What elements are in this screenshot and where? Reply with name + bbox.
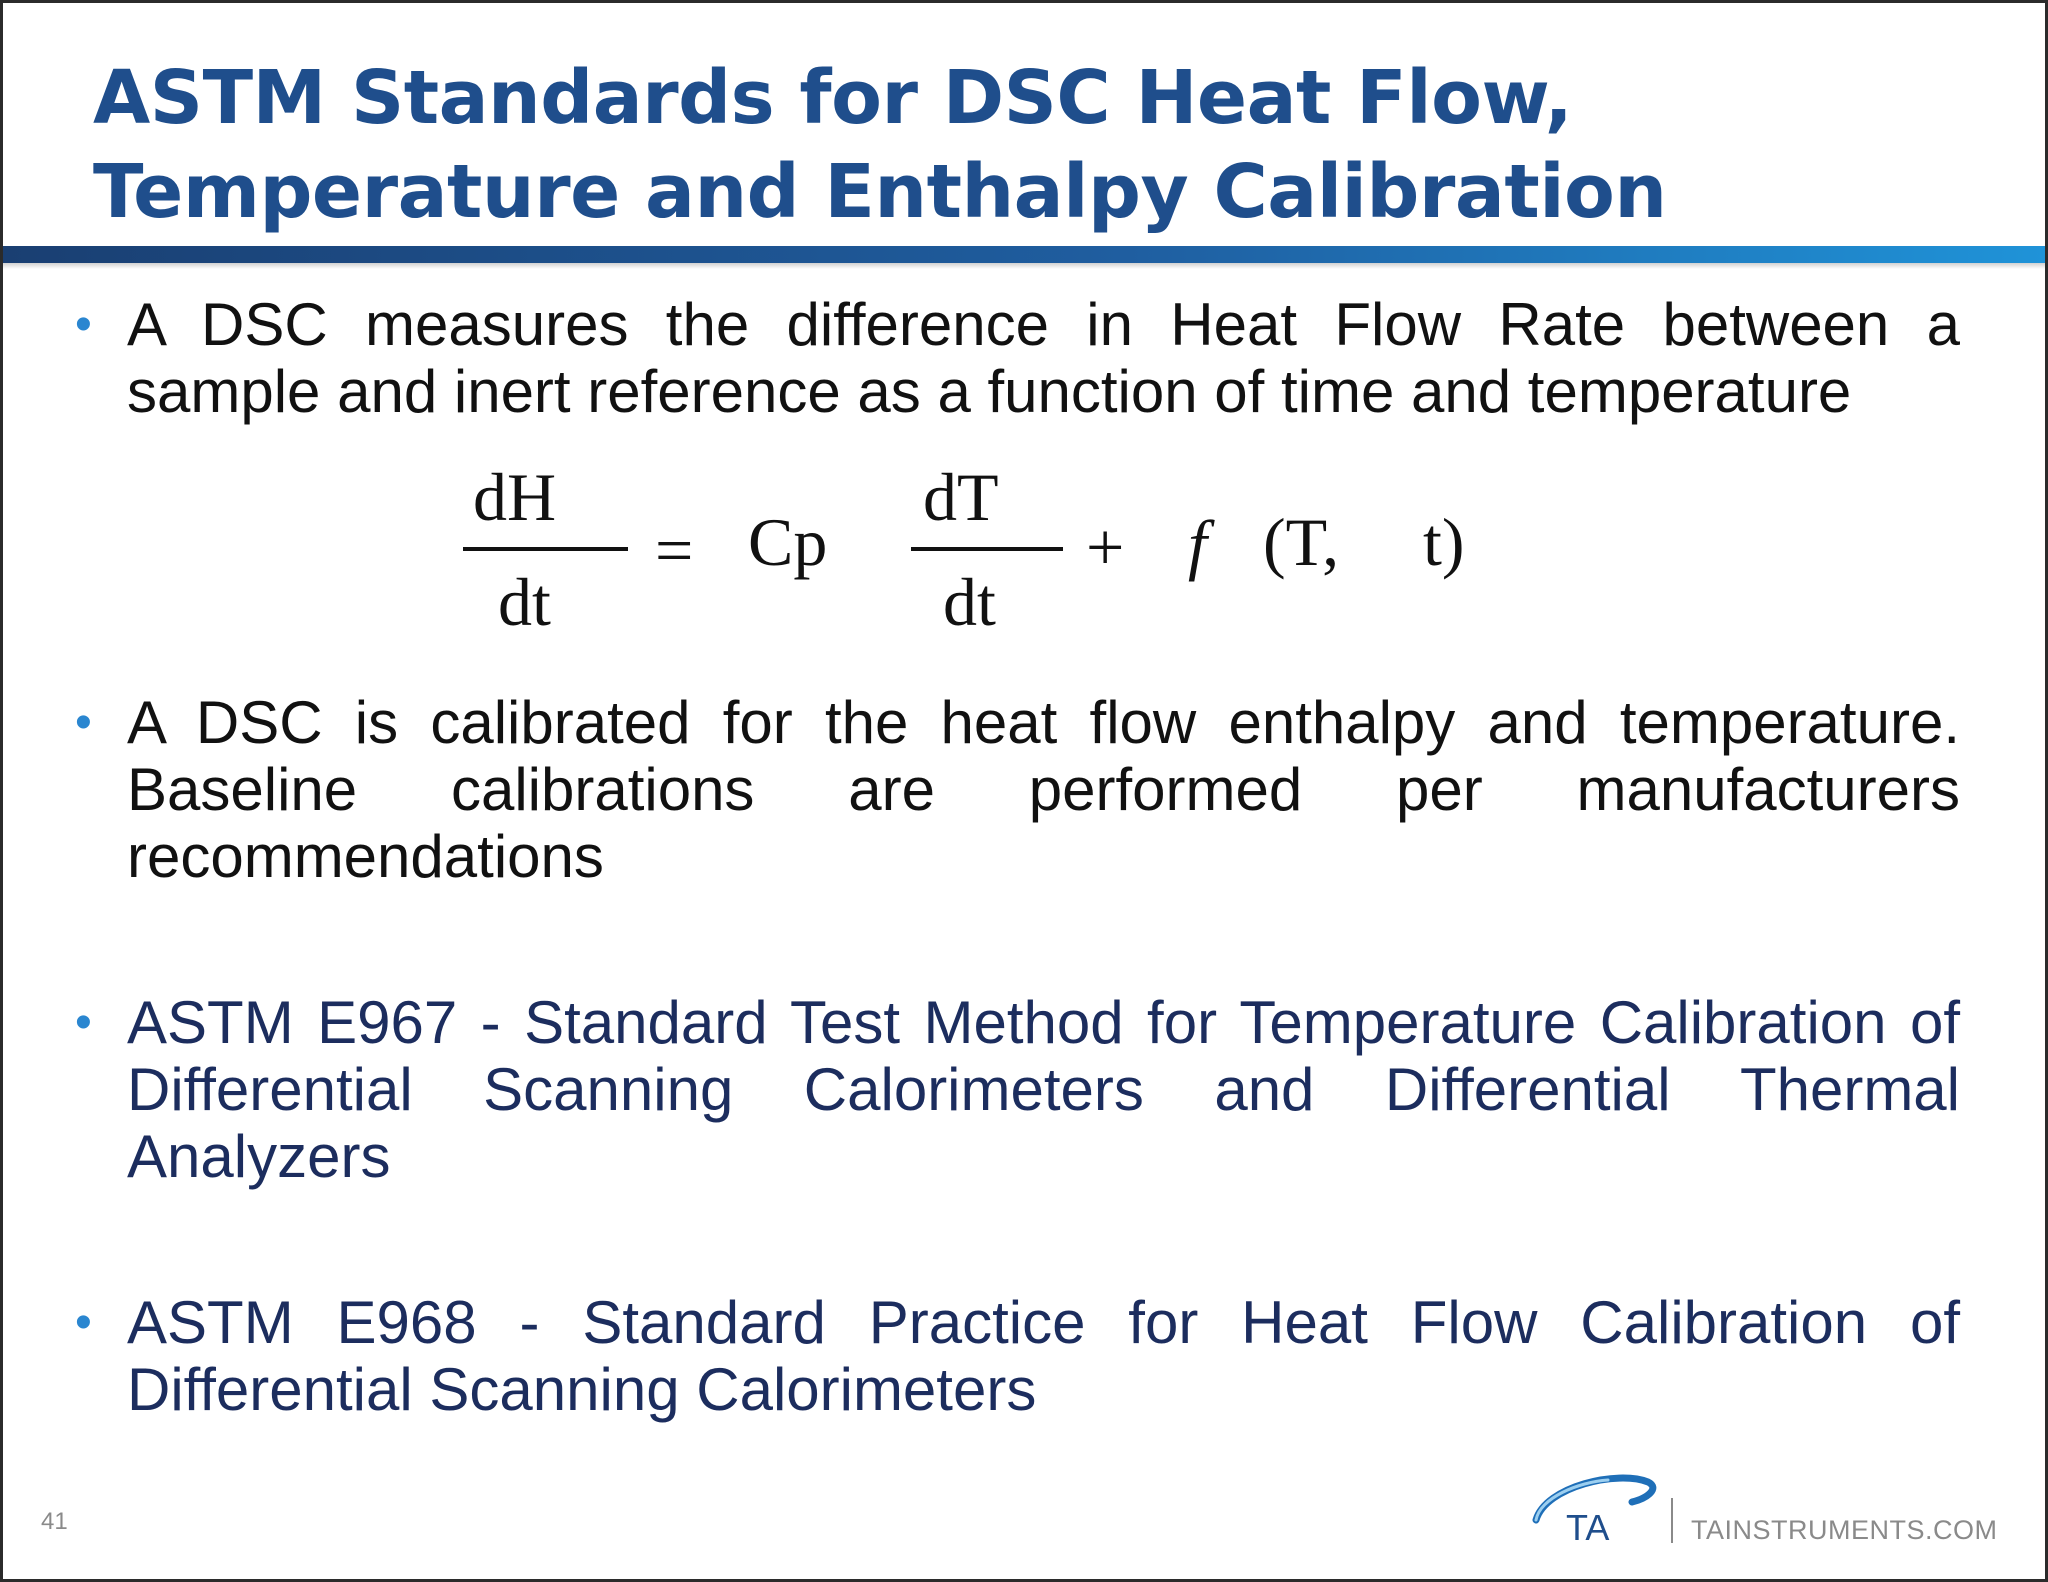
bullet-icon: •: [75, 1296, 92, 1349]
bullet-icon: •: [75, 298, 92, 351]
equation-denominator-dt: dt: [943, 564, 996, 640]
equation-cp: Cp: [748, 504, 828, 580]
bullet-text: A DSC measures the difference in Heat Flow Rate between a sample and inert reference as a function of time and temperature: [127, 291, 1960, 425]
bullet-item-2: [75, 689, 1960, 890]
logo-divider: [1671, 1498, 1673, 1543]
website-link[interactable]: TAINSTRUMENTS.COM: [1691, 1515, 1998, 1545]
equation-plus: +: [1086, 509, 1125, 585]
slide-title: ASTM Standards for DSC Heat Flow, Temperature and Enthalpy Calibration: [93, 55, 1667, 235]
fraction-bar: [463, 547, 628, 551]
bullet-text: A DSC is calibrated for the heat flow enthalpy and temperature. Baseline calibrations are performed per manufacturers recommendations: [127, 689, 1960, 890]
equation-denominator-dt: dt: [498, 564, 551, 640]
page-number: 41: [41, 1508, 68, 1535]
equation-equals: =: [655, 512, 694, 588]
equation-numerator-dh: dH: [473, 459, 557, 535]
title-underline-shadow: [3, 263, 2045, 269]
bullet-icon: •: [75, 996, 92, 1049]
ta-logo-icon: [1528, 1468, 1668, 1548]
bullet-icon: •: [75, 696, 92, 749]
fraction-bar: [911, 547, 1063, 551]
equation-numerator-dt: dT: [923, 459, 999, 535]
bullet-text: ASTM E967 - Standard Test Method for Temperature Calibration of Differential Scanning Calorimeters and Differential Thermal Analyzers: [127, 989, 1960, 1190]
bullet-item-1: [75, 291, 1960, 425]
bullet-text: ASTM E968 - Standard Practice for Heat Flow Calibration of Differential Scanning Calorimeters: [127, 1289, 1960, 1423]
equation-arg-t: (T,: [1263, 504, 1340, 580]
heat-flow-equation: [458, 458, 1508, 638]
title-underline-bar: [3, 246, 2045, 263]
bullet-item-4: [75, 1289, 1960, 1423]
logo-text: TA: [1566, 1507, 1610, 1548]
equation-function-f: f: [1188, 506, 1207, 582]
equation-arg-time: t): [1423, 504, 1465, 580]
bullet-item-3: [75, 989, 1960, 1190]
